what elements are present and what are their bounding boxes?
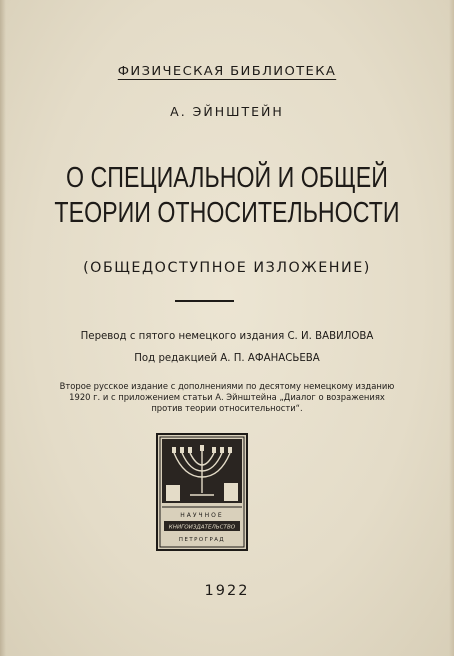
author-name: А. ЭЙНШТЕЙН <box>170 104 284 119</box>
editor-credit: Под редакцией А. П. АФАНАСЬЕВА <box>134 353 320 364</box>
emblem-text-line-3: ПЕТРОГРАД <box>178 537 226 543</box>
series-title <box>0 63 454 80</box>
publisher-emblem-icon <box>156 433 248 551</box>
emblem-text-line-2: КНИГОИЗДАТЕЛЬСТВО <box>168 524 236 531</box>
book-title-line-1: О СПЕЦИАЛЬНОЙ И ОБЩЕЙ <box>66 162 388 194</box>
series-title-text: ФИЗИЧЕСКАЯ БИБЛИОТЕКА <box>117 63 337 78</box>
publication-year: 1922 <box>204 583 250 599</box>
divider-rule <box>175 300 234 302</box>
emblem-text-line-1: НАУЧНОЕ <box>180 512 224 519</box>
edition-note-line-3: против теории относительности“. <box>151 403 303 413</box>
book-title-line-2: ТЕОРИИ ОТНОСИТЕЛЬНОСТИ <box>54 197 400 229</box>
translation-credit: Перевод с пятого немецкого издания С. И. ВАВИЛОВА <box>80 331 374 342</box>
edition-note-line-1: Второе русское издание с дополнениями по десятому немецкому изданию <box>59 381 395 391</box>
edition-note-line-2: 1920 г. и с приложением статьи А. Эйнштейна „Диалог о возражениях <box>69 392 385 402</box>
book-subtitle: (ОБЩЕДОСТУПНОЕ ИЗЛОЖЕНИЕ) <box>83 260 371 276</box>
